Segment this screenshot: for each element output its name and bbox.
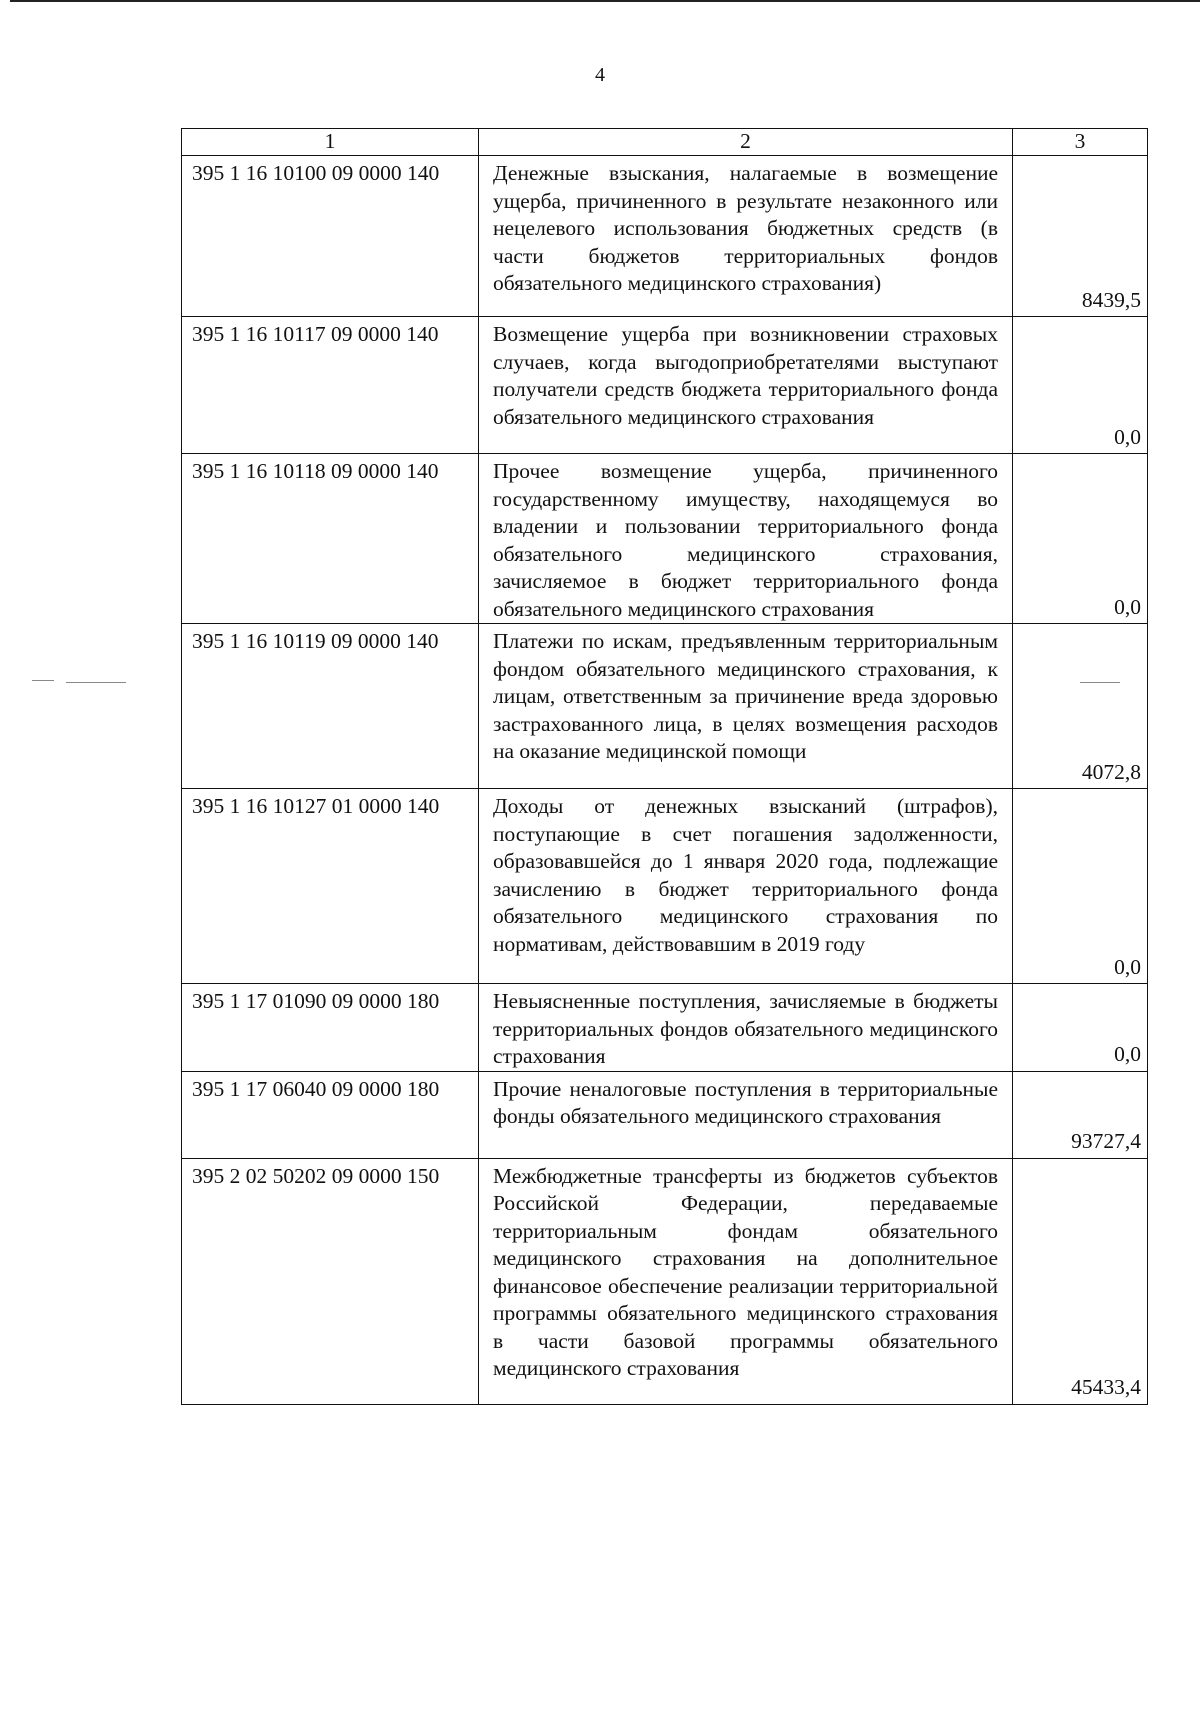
column-header-amount: 3	[1013, 129, 1148, 156]
amount-cell: 0,0	[1013, 789, 1148, 984]
budget-code-cell: 395 2 02 50202 09 0000 150	[182, 1158, 479, 1404]
table-header-row	[182, 129, 1148, 156]
budget-code-cell: 395 1 16 10117 09 0000 140	[182, 317, 479, 454]
budget-code-cell: 395 1 17 01090 09 0000 180	[182, 984, 479, 1072]
revenue-name-cell: Платежи по искам, предъявленным территориальным фондом обязательного медицинского страхования, к лицам, ответственным за причинение вреда здоровью застрахованного лица, в целях возмещения расходов на оказание медицинской помощи	[479, 624, 1013, 789]
table-row	[182, 624, 1148, 789]
budget-code-cell: 395 1 17 06040 09 0000 180	[182, 1071, 479, 1158]
amount-cell: 8439,5	[1013, 156, 1148, 317]
table-row	[182, 454, 1148, 624]
revenue-name-cell: Возмещение ущерба при возникновении страховых случаев, когда выгодоприобретателями выступают получатели средств бюджета территориального фонда обязательного медицинского страхования	[479, 317, 1013, 454]
revenue-name-cell: Доходы от денежных взысканий (штрафов), поступающие в счет погашения задолженности, образовавшейся до 1 января 2020 года, подлежащие зачислению в бюджет территориального фонда обязательного медицинского страхования по нормативам, действовавшим в 2019 году	[479, 789, 1013, 984]
amount-cell: 0,0	[1013, 984, 1148, 1072]
budget-code-cell: 395 1 16 10118 09 0000 140	[182, 454, 479, 624]
scan-artifact	[32, 680, 54, 681]
scan-artifact	[66, 682, 126, 683]
amount-cell: 0,0	[1013, 317, 1148, 454]
revenue-name-cell: Денежные взыскания, налагаемые в возмещение ущерба, причиненного в результате незаконного или нецелевого использования бюджетных средств (в части бюджетов территориальных фондов обязательного медицинского страхования)	[479, 156, 1013, 317]
table-row	[182, 1158, 1148, 1404]
budget-code-cell: 395 1 16 10100 09 0000 140	[182, 156, 479, 317]
budget-code-cell: 395 1 16 10119 09 0000 140	[182, 624, 479, 789]
amount-cell: 0,0	[1013, 454, 1148, 624]
column-header-code: 1	[182, 129, 479, 156]
table-row	[182, 789, 1148, 984]
scan-artifact	[1080, 682, 1120, 683]
table-row	[182, 984, 1148, 1072]
column-header-name: 2	[479, 129, 1013, 156]
revenue-name-cell: Прочее возмещение ущерба, причиненного государственному имуществу, находящемуся во владении и пользовании территориального фонда обязательного медицинского страхования, зачисляемое в бюджет территориального фонда обязательного медицинского страхования	[479, 454, 1013, 624]
table-row	[182, 156, 1148, 317]
scan-top-border	[10, 0, 1200, 2]
amount-cell: 4072,8	[1013, 624, 1148, 789]
revenue-name-cell: Невыясненные поступления, зачисляемые в бюджеты территориальных фондов обязательного медицинского страхования	[479, 984, 1013, 1072]
table-row	[182, 317, 1148, 454]
revenue-table	[181, 128, 1148, 1405]
page-number: 4	[595, 64, 605, 86]
revenue-name-cell: Прочие неналоговые поступления в территориальные фонды обязательного медицинского страхования	[479, 1071, 1013, 1158]
revenue-name-cell: Межбюджетные трансферты из бюджетов субъектов Российской Федерации, передаваемые территориальным фондам обязательного медицинского страхования на дополнительное финансовое обеспечение реализации территориальной программы обязательного медицинского страхования в части базовой программы обязательного медицинского страхования	[479, 1158, 1013, 1404]
budget-code-cell: 395 1 16 10127 01 0000 140	[182, 789, 479, 984]
amount-cell: 45433,4	[1013, 1158, 1148, 1404]
table-row	[182, 1071, 1148, 1158]
amount-cell: 93727,4	[1013, 1071, 1148, 1158]
